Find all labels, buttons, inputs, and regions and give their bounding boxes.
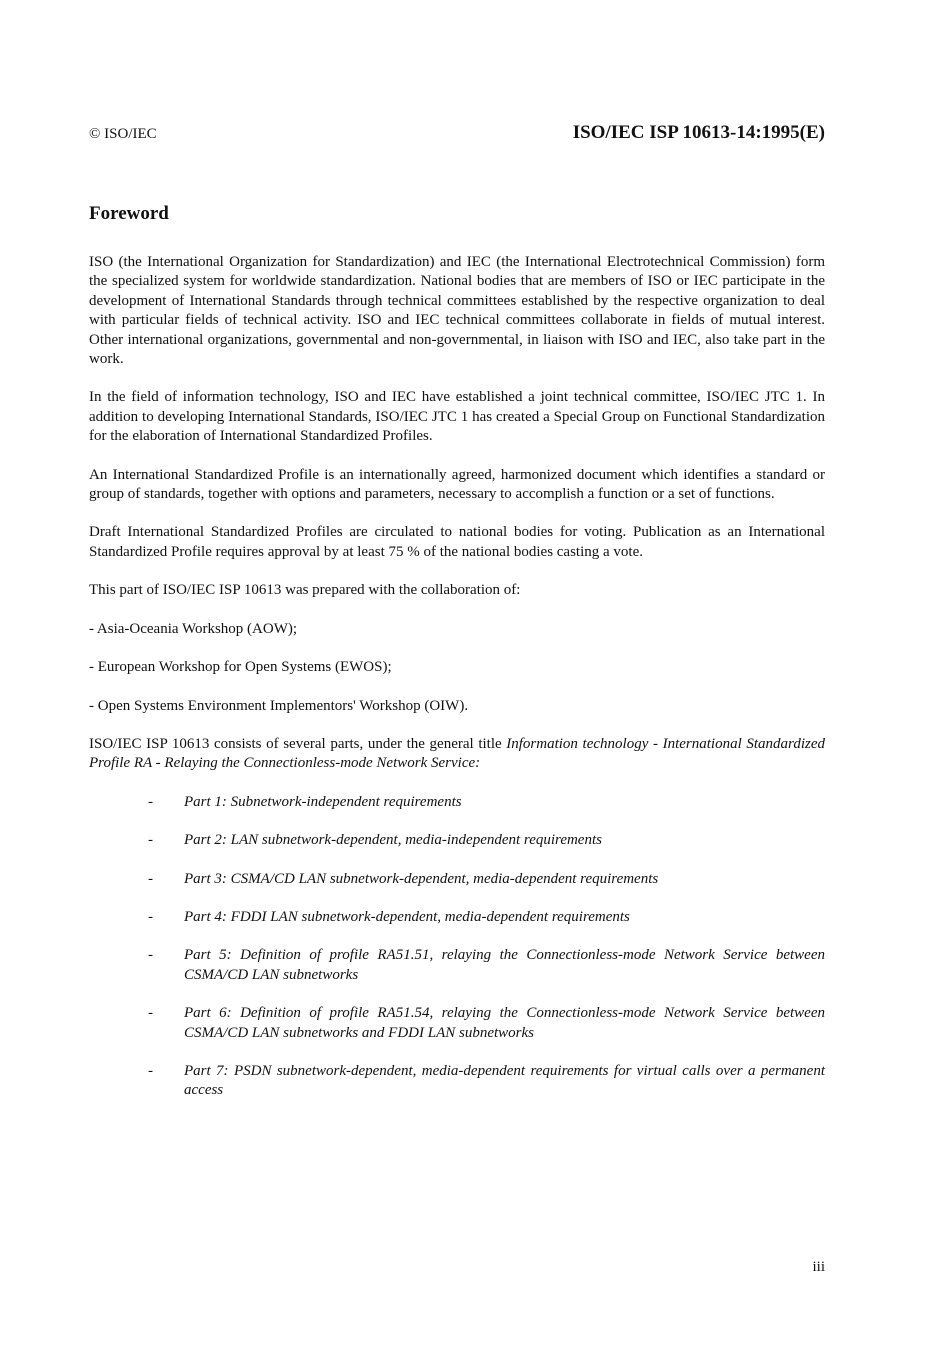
- list-item-text: Part 4: FDDI LAN subnetwork-dependent, media-dependent requirements: [184, 908, 630, 925]
- collaborator-aow: - Asia-Oceania Workshop (AOW);: [89, 620, 298, 637]
- list-dash: -: [148, 1005, 153, 1022]
- list-item: [89, 1004, 825, 1043]
- list-item-text: Part 3: CSMA/CD LAN subnetwork-dependent, media-dependent requirements: [184, 870, 659, 887]
- paragraph-collaboration: This part of ISO/IEC ISP 10613 was prepared with the collaboration of:: [89, 582, 521, 599]
- list-item: [89, 908, 825, 927]
- list-dash: -: [148, 1062, 153, 1079]
- list-item: [89, 946, 825, 985]
- list-dash: -: [148, 908, 153, 925]
- list-item-text: Part 1: Subnetwork-independent requirements: [184, 793, 462, 810]
- parts-general-title: Information technology - International Standardized Profile RA - Relaying the Connectionless-mode Network Service:: [89, 735, 825, 772]
- list-dash: -: [148, 793, 153, 810]
- list-item-text: Part 2: LAN subnetwork-dependent, media-independent requirements: [184, 832, 602, 849]
- list-dash: -: [148, 832, 153, 849]
- list-item: [89, 1062, 825, 1101]
- list-item-text: Part 5: Definition of profile RA51.51, relaying the Connectionless-mode Network Service between CSMA/CD LAN subnetworks: [184, 947, 825, 983]
- list-item: [89, 831, 825, 850]
- paragraph-voting: Draft International Standardized Profiles are circulated to national bodies for voting. Publication as an International Standardized Profile requires approval by at least 75 % of the national bodies casting a vote.: [89, 524, 825, 560]
- collaborator-oiw: - Open Systems Environment Implementors' Workshop (OIW).: [89, 697, 469, 714]
- foreword-body: [89, 253, 825, 1120]
- parts-list: [89, 793, 825, 1101]
- list-item: [89, 870, 825, 889]
- list-item-text: Part 7: PSDN subnetwork-dependent, media-dependent requirements for virtual calls over a permanent access: [184, 1062, 825, 1099]
- page-number: iii: [812, 1259, 825, 1275]
- list-dash: -: [148, 947, 153, 964]
- paragraph-jtc1: In the field of information technology, ISO and IEC have established a joint technical committee, ISO/IEC JTC 1. In addition to developing International Standards, ISO/IEC JTC 1 has created a Special Group on Functional Standardization for the elaboration of International Standardized Profiles.: [89, 389, 825, 445]
- copyright-notice: © ISO/IEC: [89, 126, 157, 142]
- section-title: Foreword: [89, 203, 169, 224]
- paragraph-parts-intro: [89, 735, 825, 774]
- paragraph-organizations: ISO (the International Organization for Standardization) and IEC (the International Electrotechnical Commission) form the specialized system for worldwide standardization. National bodies that are members of ISO or IEC participate in the development of International Standards through technical committees established by the respective organization to deal with particular fields of technical activity. ISO and IEC technical committees collaborate in fields of mutual interest. Other international organizations, governmental and non-governmental, in liaison with ISO and IEC, also take part in the work.: [89, 254, 825, 368]
- collaborator-ewos: - European Workshop for Open Systems (EWOS);: [89, 659, 392, 676]
- paragraph-isp-definition: An International Standardized Profile is an internationally agreed, harmonized document which identifies a standard or group of standards, together with options and parameters, necessary to accomplish a function or a set of functions.: [89, 466, 825, 503]
- list-item-text: Part 6: Definition of profile RA51.54, relaying the Connectionless-mode Network Service between CSMA/CD LAN subnetworks and FDDI LAN subnetworks: [184, 1005, 825, 1041]
- list-dash: -: [148, 870, 153, 887]
- list-item: [89, 793, 825, 812]
- parts-intro-lead: ISO/IEC ISP 10613 consists of several parts, under the general title: [89, 735, 507, 752]
- document-identifier: ISO/IEC ISP 10613-14:1995(E): [572, 122, 825, 143]
